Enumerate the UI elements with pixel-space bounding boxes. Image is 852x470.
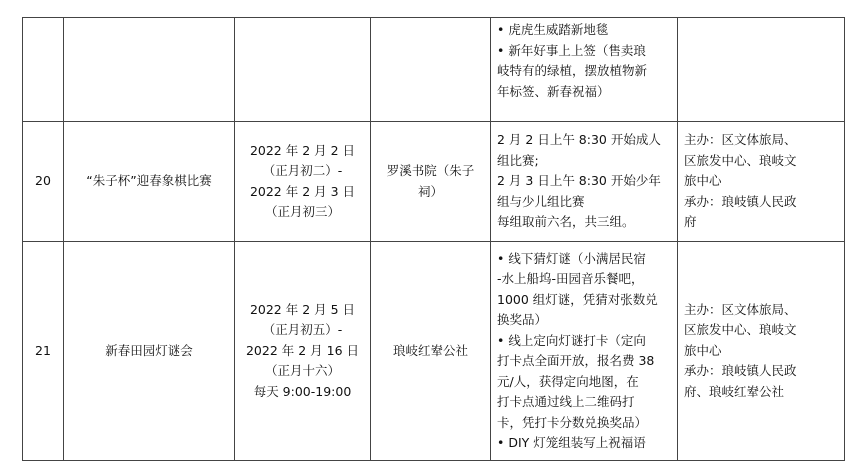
content-line: 组比赛;: [497, 152, 539, 168]
content-line: • 线上定向灯谜打卡（定向: [497, 332, 646, 348]
content-line: -水上船坞-田园音乐餐吧，: [497, 271, 644, 286]
content-line: 2 月 3 日上午 8:30 开始少年: [497, 173, 661, 189]
event-content-cell: [491, 18, 678, 122]
date-line: （正月初二）-: [262, 163, 343, 178]
event-content-cell: [491, 242, 678, 461]
content-line: 组与少儿组比赛: [497, 193, 585, 209]
content-line: • DIY 灯笼组装写上祝福语: [497, 435, 646, 450]
date-line: 每天 9:00-19:00: [253, 383, 352, 399]
date-line: 2022 年 2 月 16 日: [245, 342, 360, 358]
organizer-line: 府: [684, 214, 697, 230]
event-name-cell: [64, 122, 235, 242]
event-date-cell: [235, 122, 371, 242]
content-line: 每组取前六名，共三组。: [497, 214, 635, 230]
date-line: （正月初五）-: [262, 322, 343, 338]
event-place-cell: [371, 242, 491, 461]
content-line: 打卡点通过线上二维码打: [497, 394, 635, 409]
row-number: 21: [35, 342, 51, 358]
content-line: 1000 组灯谜，凭猜对张数兑: [497, 291, 658, 307]
organizer-line: 承办：琅岐镇人民政: [684, 363, 797, 379]
organizer-cell: [678, 18, 845, 122]
table-row: [23, 18, 845, 122]
content-line: 卡，凭打卡分数兑换奖品）: [497, 414, 648, 430]
organizer-line: 承办：琅岐镇人民政: [684, 193, 797, 209]
event-place-cell: [371, 122, 491, 242]
table-row: [23, 242, 845, 461]
organizer-cell: [678, 122, 845, 242]
organizer-line: 旅中心: [684, 342, 722, 358]
date-line: （正月十六）: [264, 363, 340, 379]
event-date-cell: [235, 242, 371, 461]
place-line: 琅岐红𪨶公社: [392, 342, 468, 358]
event-name: 新春田园灯谜会: [105, 342, 193, 358]
event-schedule-table: [22, 17, 845, 461]
content-line: 打卡点全面开放，报名费 38: [497, 353, 655, 368]
content-line: • 新年好事上上签（售卖琅: [497, 42, 646, 58]
date-line: 2022 年 2 月 3 日: [249, 183, 356, 199]
table-row: [23, 122, 845, 242]
organizer-line: 区旅发中心、琅岐文: [684, 152, 797, 168]
event-name-cell: [64, 242, 235, 461]
content-line: 2 月 2 日上午 8:30 开始成人: [497, 132, 661, 148]
event-content-cell: [491, 122, 678, 242]
organizer-line: 旅中心: [684, 173, 722, 189]
date-line: 2022 年 2 月 5 日: [249, 301, 356, 317]
event-name: “朱子杯”迎春象棋比赛: [86, 173, 212, 189]
organizer-line: 府、琅岐红𪨶公社: [684, 383, 785, 399]
content-line: 岐特有的绿植，摆放植物新: [497, 63, 648, 78]
organizer-cell: [678, 242, 845, 461]
content-line: 换奖品）: [497, 312, 548, 327]
content-line: • 线下猜灯谜（小满居民宿: [497, 250, 646, 266]
organizer-line: 主办：区文体旅局、: [684, 301, 797, 317]
event-name-cell: [64, 18, 235, 122]
event-date-cell: [235, 18, 371, 122]
date-line: 2022 年 2 月 2 日: [249, 142, 356, 158]
place-line: 罗溪书院（朱子: [386, 163, 475, 178]
row-number: 20: [35, 173, 51, 189]
row-number-cell: [23, 242, 64, 461]
place-line: 祠）: [417, 183, 443, 199]
date-line: （正月初三）: [264, 204, 340, 219]
organizer-line: 主办：区文体旅局、: [684, 132, 797, 148]
event-place-cell: [371, 18, 491, 122]
content-line: • 虎虎生威踏新地毯: [497, 22, 609, 37]
content-line: 元/人，获得定向地图，在: [497, 373, 639, 389]
content-line: 年标签、新春祝福）: [497, 83, 610, 99]
row-number-cell: [23, 18, 64, 122]
organizer-line: 区旅发中心、琅岐文: [684, 322, 797, 338]
row-number-cell: [23, 122, 64, 242]
